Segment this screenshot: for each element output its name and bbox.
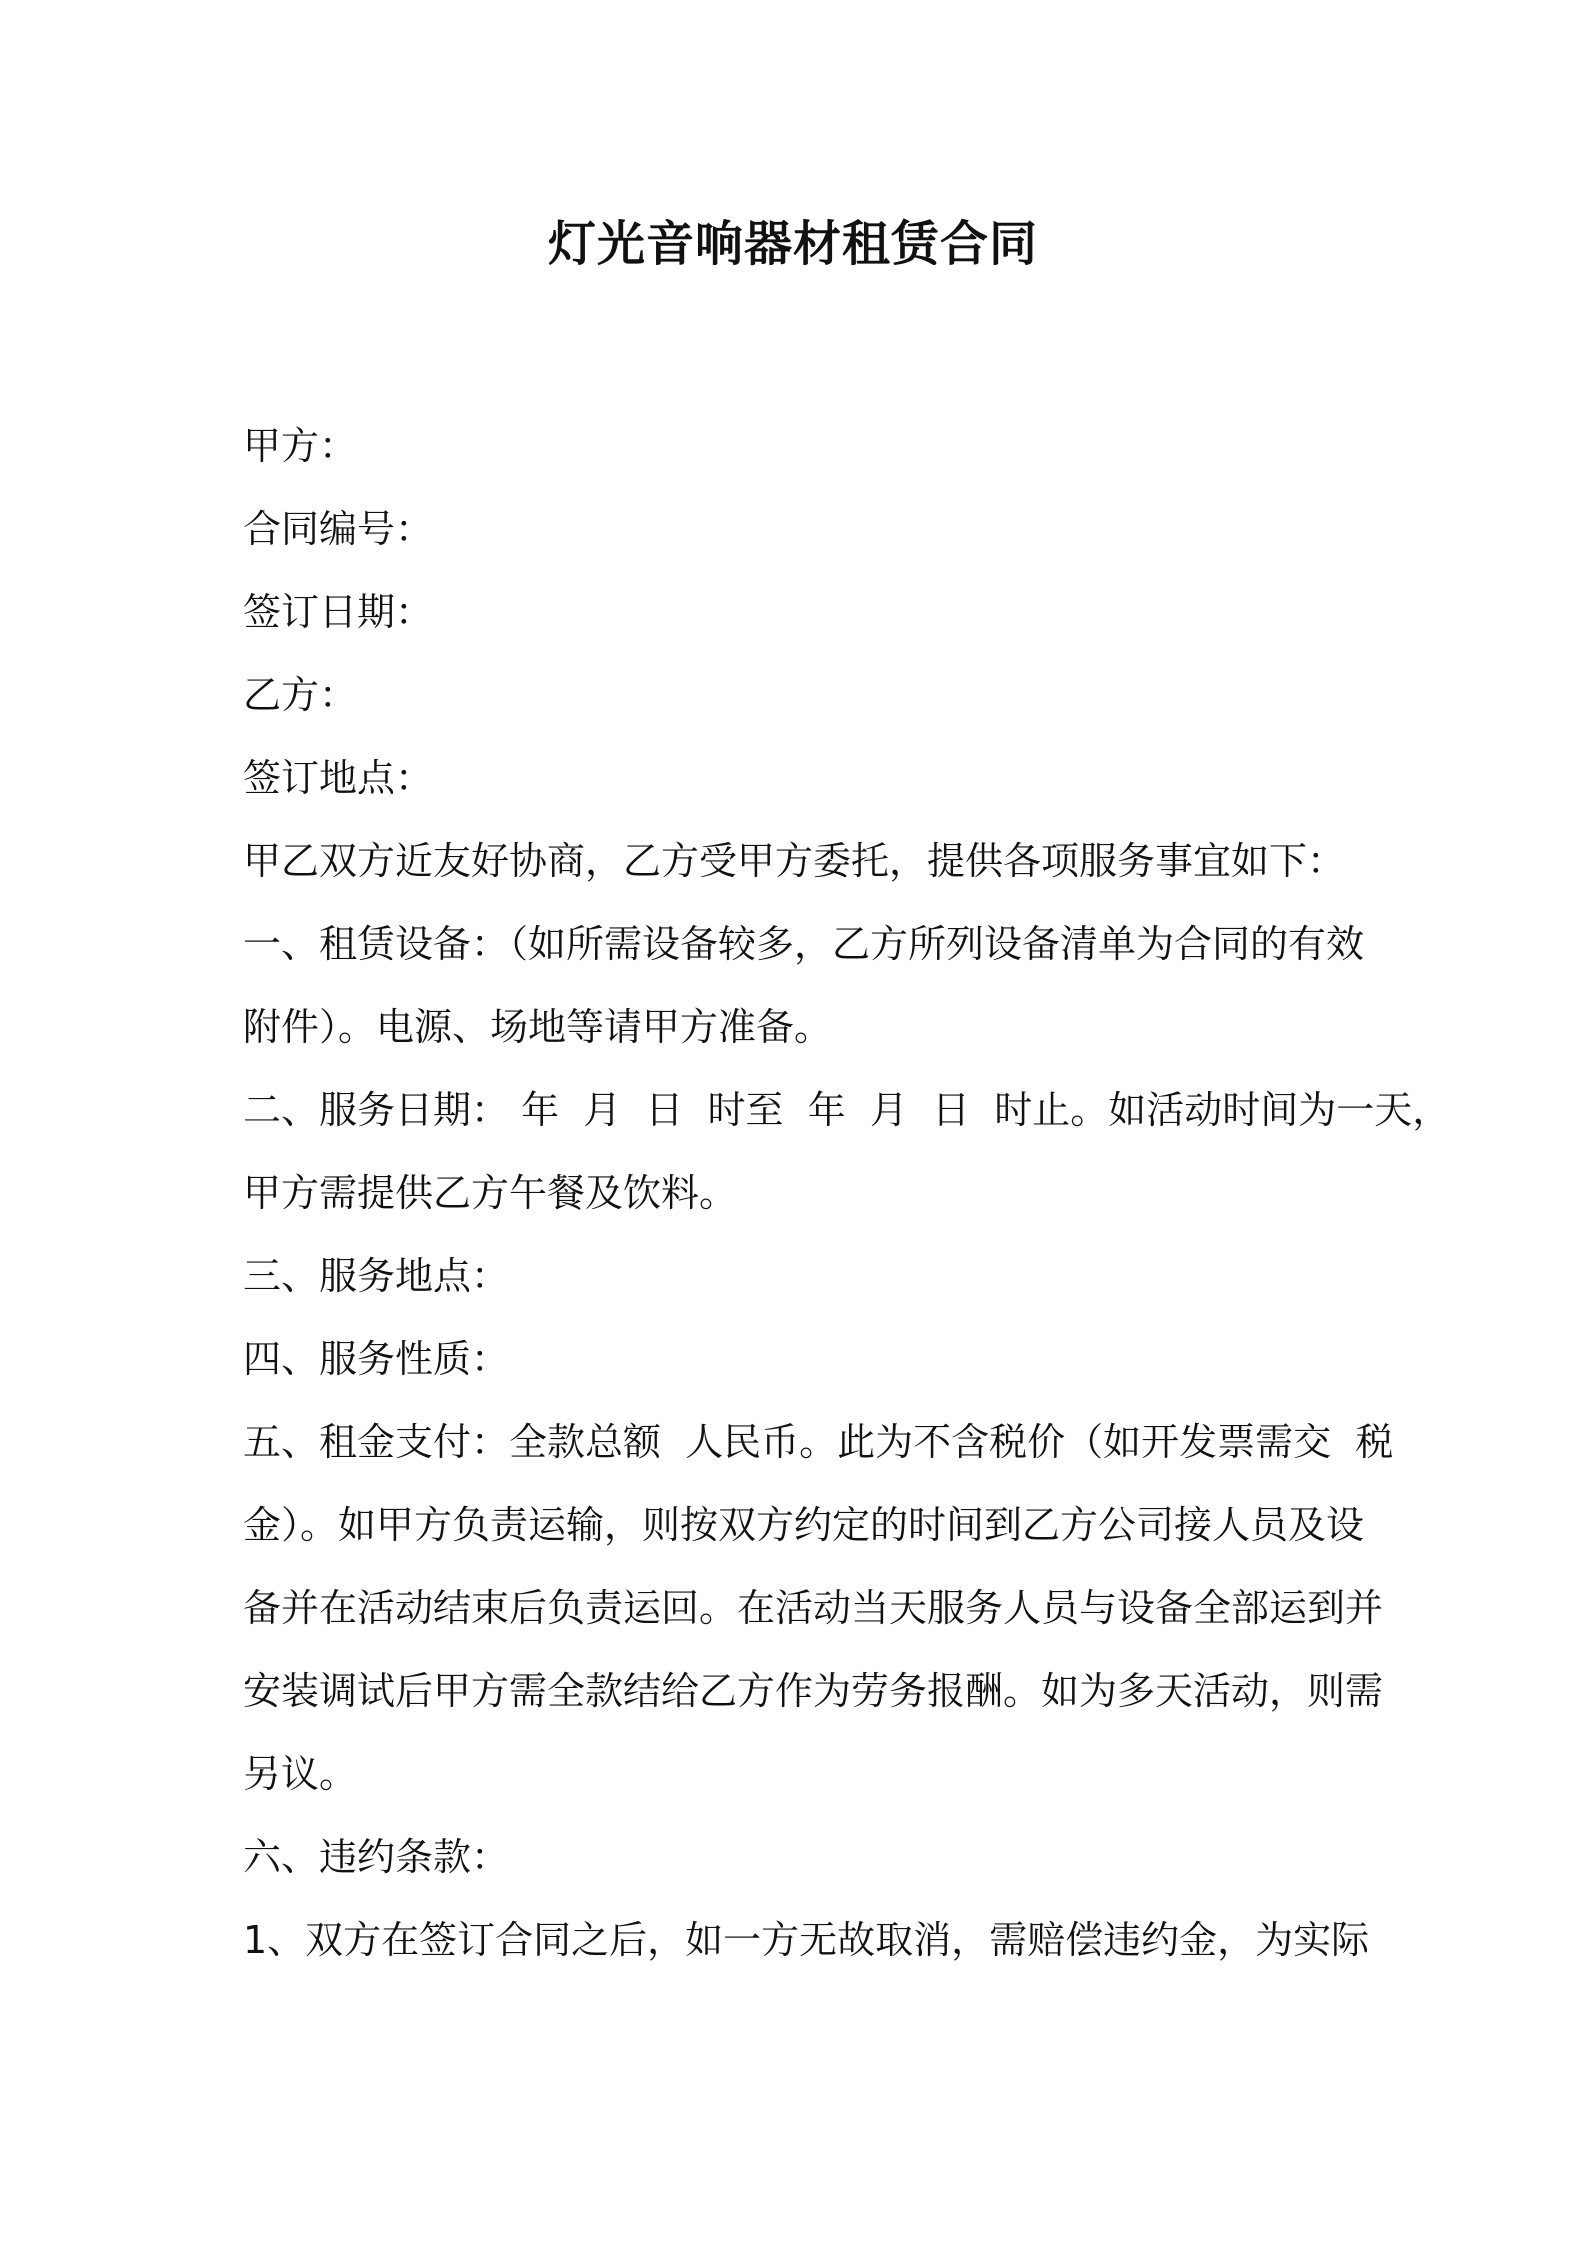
clause-5-line-5: 另议。 xyxy=(243,1752,358,1796)
clause-6-item-1: 1、双方在签订合同之后，如一方无故取消，需赔偿违约金，为实际 xyxy=(243,1918,1370,1962)
party-b-line: 乙方： xyxy=(243,673,358,717)
clause-5-line-2: 金）。如甲方负责运输，则按双方约定的时间到乙方公司接人员及设 xyxy=(243,1503,1365,1547)
signing-date-line: 签订日期： xyxy=(243,590,434,634)
clause-5-line-3: 备并在活动结束后负责运回。在活动当天服务人员与设备全部运到并 xyxy=(243,1586,1384,1630)
clause-1-line-2: 附件）。电源、场地等请甲方准备。 xyxy=(243,1005,833,1049)
clause-5-line-4: 安装调试后甲方需全款结给乙方作为劳务报酬。如为多天活动，则需 xyxy=(243,1669,1384,1713)
clause-5-line-1: 五、租金支付：全款总额 人民币。此为不含税价（如开发票需交 税 xyxy=(243,1420,1394,1464)
signing-place-line: 签订地点： xyxy=(243,756,434,800)
intro-paragraph: 甲乙双方近友好协商，乙方受甲方委托，提供各项服务事宜如下： xyxy=(243,839,1346,883)
clause-6-heading: 六、违约条款： xyxy=(243,1835,510,1879)
clause-1-line-1: 一、租赁设备：（如所需设备较多，乙方所列设备清单为合同的有效 xyxy=(243,922,1365,966)
party-a-line: 甲方： xyxy=(243,424,358,468)
page-title: 灯光音响器材租赁合同 xyxy=(547,216,1038,272)
contract-body xyxy=(243,405,1451,1982)
contract-number-line: 合同编号： xyxy=(243,507,434,551)
clause-2-line-2: 甲方需提供乙方午餐及饮料。 xyxy=(243,1171,738,1215)
clause-2-line-1: 二、服务日期： 年 月 日 时至 年 月 日 时止。如活动时间为一天， xyxy=(243,1088,1451,1132)
clause-3-line: 三、服务地点： xyxy=(243,1254,510,1298)
clause-4-line: 四、服务性质： xyxy=(243,1337,510,1381)
